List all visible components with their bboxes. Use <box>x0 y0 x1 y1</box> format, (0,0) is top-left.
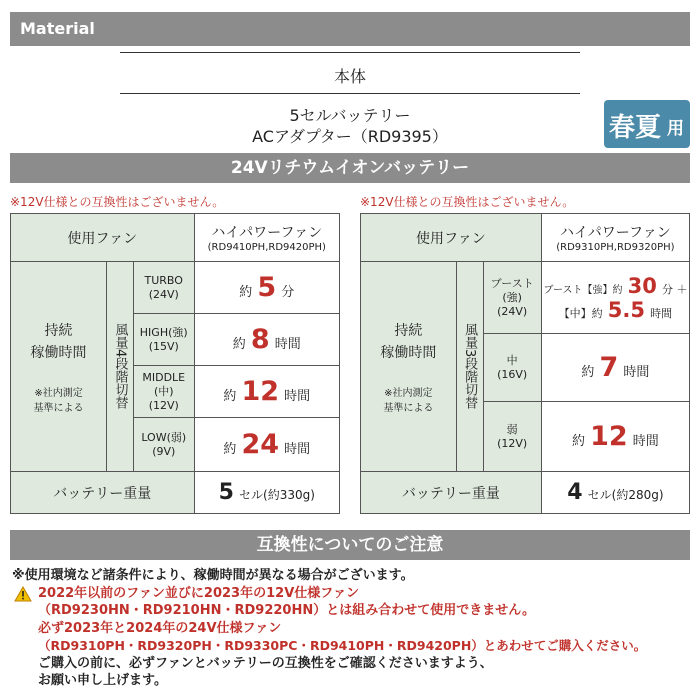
left-speed-cell <box>107 262 134 472</box>
material-label: Material <box>20 19 95 38</box>
right-fan-name-cell <box>541 214 689 262</box>
right-value-boost: ブースト【強】約 30 分 ＋ 【中】約 5.5 時間 <box>541 262 689 334</box>
product-name: 本体 <box>333 67 366 86</box>
left-speed-label: 風量4段階切替 <box>112 323 128 410</box>
right-measure-note-1: ※社内測定 <box>384 387 433 399</box>
right-mode-mid: 中 (16V) <box>483 334 541 402</box>
left-fan-name-cell <box>194 214 339 262</box>
compat-line-1: ※使用環境など諸条件により、稼働時間が異なる場合がございます。 <box>12 568 414 583</box>
right-weight-label: バッテリー重量 <box>401 485 500 502</box>
left-duration-cell <box>11 262 107 472</box>
divider-mid <box>120 93 580 94</box>
left-compat-note: ※12V仕様との互換性はございません。 <box>10 195 225 209</box>
left-fan-label: 使用ファン <box>67 230 138 247</box>
compat-line-6: お願い申し上げます。 <box>38 673 167 688</box>
product-battery: 5セルバッテリー <box>289 106 411 125</box>
divider-top <box>120 52 580 53</box>
left-value-high: 約 8 時間 <box>194 314 339 366</box>
left-fan-name: ハイパワーファン <box>211 225 323 241</box>
right-value-low: 約 12 時間 <box>541 402 689 472</box>
compat-warn-2: （RD9230HN・RD9210HN・RD9220HN）とは組み合わせて使用できません。 <box>38 603 536 618</box>
warning-icon <box>14 586 32 602</box>
left-duration-label-1: 持続 <box>44 322 73 339</box>
right-weight-unit: セル(約280g) <box>587 488 664 502</box>
right-weight-label-cell <box>361 472 542 514</box>
right-value-mid: 約 7 時間 <box>541 334 689 402</box>
right-measure-note-2: 基準による <box>383 402 434 414</box>
right-fan-models: (RD9310PH,RD9320PH) <box>556 242 675 253</box>
right-weight-value: 4 <box>567 480 583 505</box>
left-mode-low: LOW(弱) (9V) <box>133 418 194 472</box>
left-weight-value-cell <box>194 472 339 514</box>
compat-line-5: ご購入の前に、必ずファンとバッテリーの互換性をご確認くださいますよう、 <box>38 655 493 671</box>
right-weight-value-cell <box>541 472 689 514</box>
compat-notes <box>12 567 692 690</box>
compat-title-bar <box>10 530 690 560</box>
left-weight-label: バッテリー重量 <box>53 485 152 502</box>
section-title: 24Vリチウムイオンバッテリー <box>230 158 470 178</box>
left-weight-value: 5 <box>218 480 234 505</box>
season-badge <box>604 100 690 148</box>
left-mode-turbo: TURBO (24V) <box>133 262 194 314</box>
right-speed-cell <box>456 262 483 472</box>
right-mode-boost: ブースト (強) (24V) <box>483 262 541 334</box>
right-fan-name: ハイパワーファン <box>560 225 671 241</box>
left-mode-high: HIGH(強) (15V) <box>133 314 194 366</box>
left-duration-label-2: 稼働時間 <box>30 344 87 361</box>
left-measure-note-2: 基準による <box>33 402 84 414</box>
right-fan-label: 使用ファン <box>416 230 486 247</box>
left-value-turbo: 約 5 分 <box>194 262 339 314</box>
compat-title: 互換性についてのご注意 <box>256 535 444 555</box>
material-header <box>10 12 690 46</box>
right-battery-table <box>360 213 690 514</box>
left-value-middle: 約 12 時間 <box>194 366 339 418</box>
right-mode-low: 弱 (12V) <box>483 402 541 472</box>
compat-warn-row <box>12 585 692 603</box>
compat-warn-4: （RD9310PH・RD9320PH・RD9330PC・RD9410PH・RD9420PH）とあわせてご購入ください。 <box>38 638 647 653</box>
right-fan-label-cell <box>361 214 542 262</box>
left-weight-label-cell <box>11 472 195 514</box>
section-title-bar <box>10 153 690 183</box>
left-measure-note-1: ※社内測定 <box>34 387 83 399</box>
left-fan-label-cell <box>11 214 195 262</box>
left-fan-models: (RD9410PH,RD9420PH) <box>207 242 326 253</box>
product-adapter: ACアダプター（RD9395） <box>252 127 448 146</box>
right-duration-label-2: 稼働時間 <box>380 344 437 361</box>
compat-warn-1: 2022年以前のファン並びに2023年の12V仕様ファン <box>38 585 359 601</box>
left-battery-table <box>10 213 340 514</box>
compat-warn-3: 必ず2023年と2024年の24V仕様ファン <box>38 620 282 636</box>
right-duration-cell <box>361 262 457 472</box>
right-duration-label-1: 持続 <box>394 322 423 339</box>
left-weight-unit: セル(約330g) <box>239 488 315 502</box>
left-value-low: 約 24 時間 <box>194 418 339 472</box>
right-compat-note: ※12V仕様との互換性はございません。 <box>360 195 575 209</box>
season-badge-suffix: 用 <box>667 119 684 139</box>
left-mode-middle: MIDDLE (中) (12V) <box>133 366 194 418</box>
season-badge-main: 春夏 <box>609 113 662 143</box>
right-speed-label: 風量3段階切替 <box>462 323 478 410</box>
